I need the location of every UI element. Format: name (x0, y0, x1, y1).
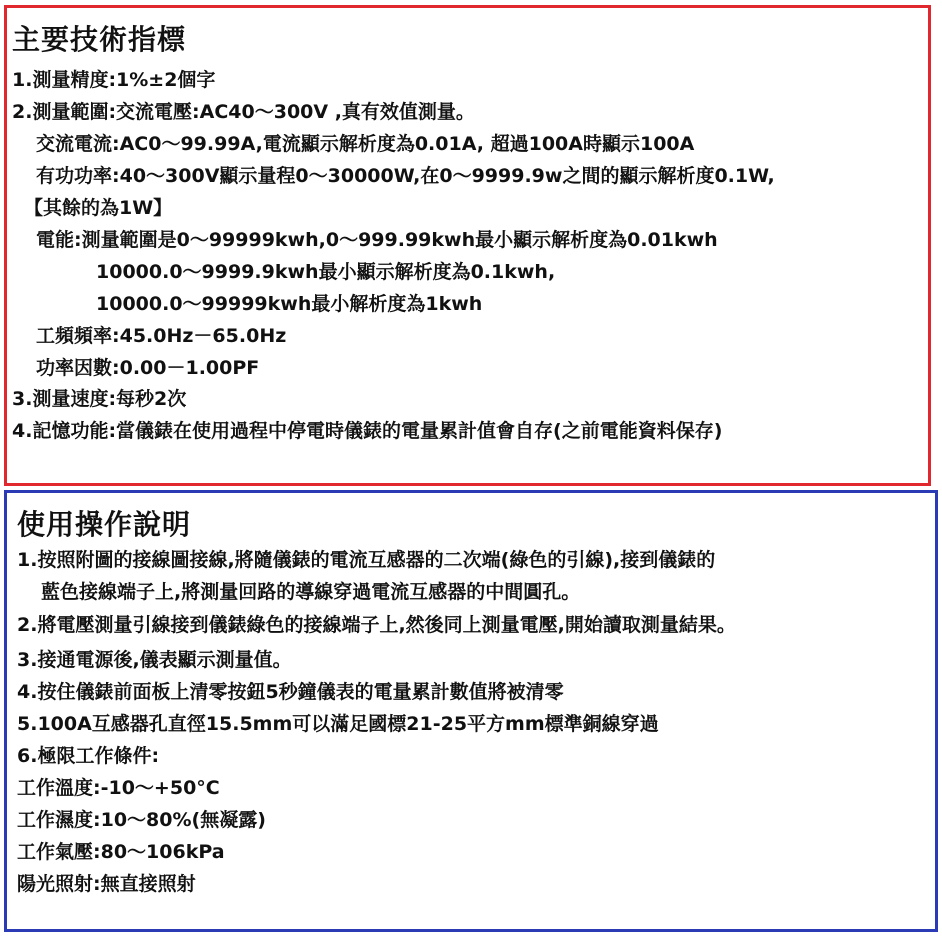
spec-line-measure-speed: 3.測量速度:每秒2次 (12, 388, 187, 410)
spec-line-memory: 4.記憶功能:當儀錶在使用過程中停電時儀錶的電量累計值會自存(之前電能資料保存) (12, 420, 723, 442)
usage-line-wiring: 1.按照附圖的接線圖接線,將隨儀錶的電流互感器的二次端(綠色的引線),接到儀錶的 (17, 549, 716, 571)
usage-line-wiring-cont: 藍色接線端子上,將測量回路的導線穿過電流互感器的中間圓孔。 (41, 581, 581, 603)
usage-line-reset: 4.按住儀錶前面板上清零按鈕5秒鐘儀表的電量累計數值將被清零 (17, 681, 564, 703)
technical-specs-panel (4, 5, 931, 486)
usage-line-voltage-lead: 2.將電壓測量引線接到儀錶綠色的接線端子上,然後同上測量電壓,開始讀取測量結果。 (17, 614, 736, 636)
usage-line-sunlight: 陽光照射:無直接照射 (17, 873, 196, 895)
spec-line-active-power-note: 【其餘的為1W】 (24, 197, 173, 219)
usage-instructions-panel (4, 490, 938, 932)
spec-line-active-power: 有功功率:40～300V顯示量程0～30000W,在0～9999.9w之間的顯示解析度0.1W, (36, 165, 775, 187)
spec-line-energy-range-2: 10000.0～9999.9kwh最小顯示解析度為0.1kwh, (96, 261, 556, 283)
spec-line-power-factor: 功率因數:0.00－1.00PF (36, 357, 260, 379)
usage-line-humidity: 工作濕度:10～80%(無凝露) (17, 809, 266, 831)
usage-line-transformer-hole: 5.100A互感器孔直徑15.5mm可以滿足國標21-25平方mm標準銅線穿過 (17, 713, 659, 735)
spec-line-energy-range-3: 10000.0～99999kwh最小解析度為1kwh (96, 293, 483, 315)
spec-line-energy: 電能:測量範圍是0～99999kwh,0～999.99kwh最小顯示解析度為0.01kwh (36, 229, 718, 251)
spec-line-frequency: 工頻頻率:45.0Hz－65.0Hz (36, 325, 287, 347)
usage-line-limit-conditions: 6.極限工作條件: (17, 745, 160, 767)
specs-heading: 主要技術指標 (12, 23, 187, 56)
spec-line-current: 交流電流:AC0～99.99A,電流顯示解析度為0.01A, 超過100A時顯示100A (36, 133, 695, 155)
spec-line-voltage-range: 2.測量範圍:交流電壓:AC40～300V ,真有效值測量。 (12, 101, 475, 123)
spec-line-accuracy: 1.測量精度:1%±2個字 (12, 69, 216, 91)
usage-line-power-on: 3.接通電源後,儀表顯示測量值。 (17, 649, 292, 671)
usage-line-pressure: 工作氣壓:80～106kPa (17, 841, 225, 863)
usage-heading: 使用操作說明 (17, 508, 192, 541)
usage-line-temperature: 工作溫度:-10～+50°C (17, 777, 220, 799)
